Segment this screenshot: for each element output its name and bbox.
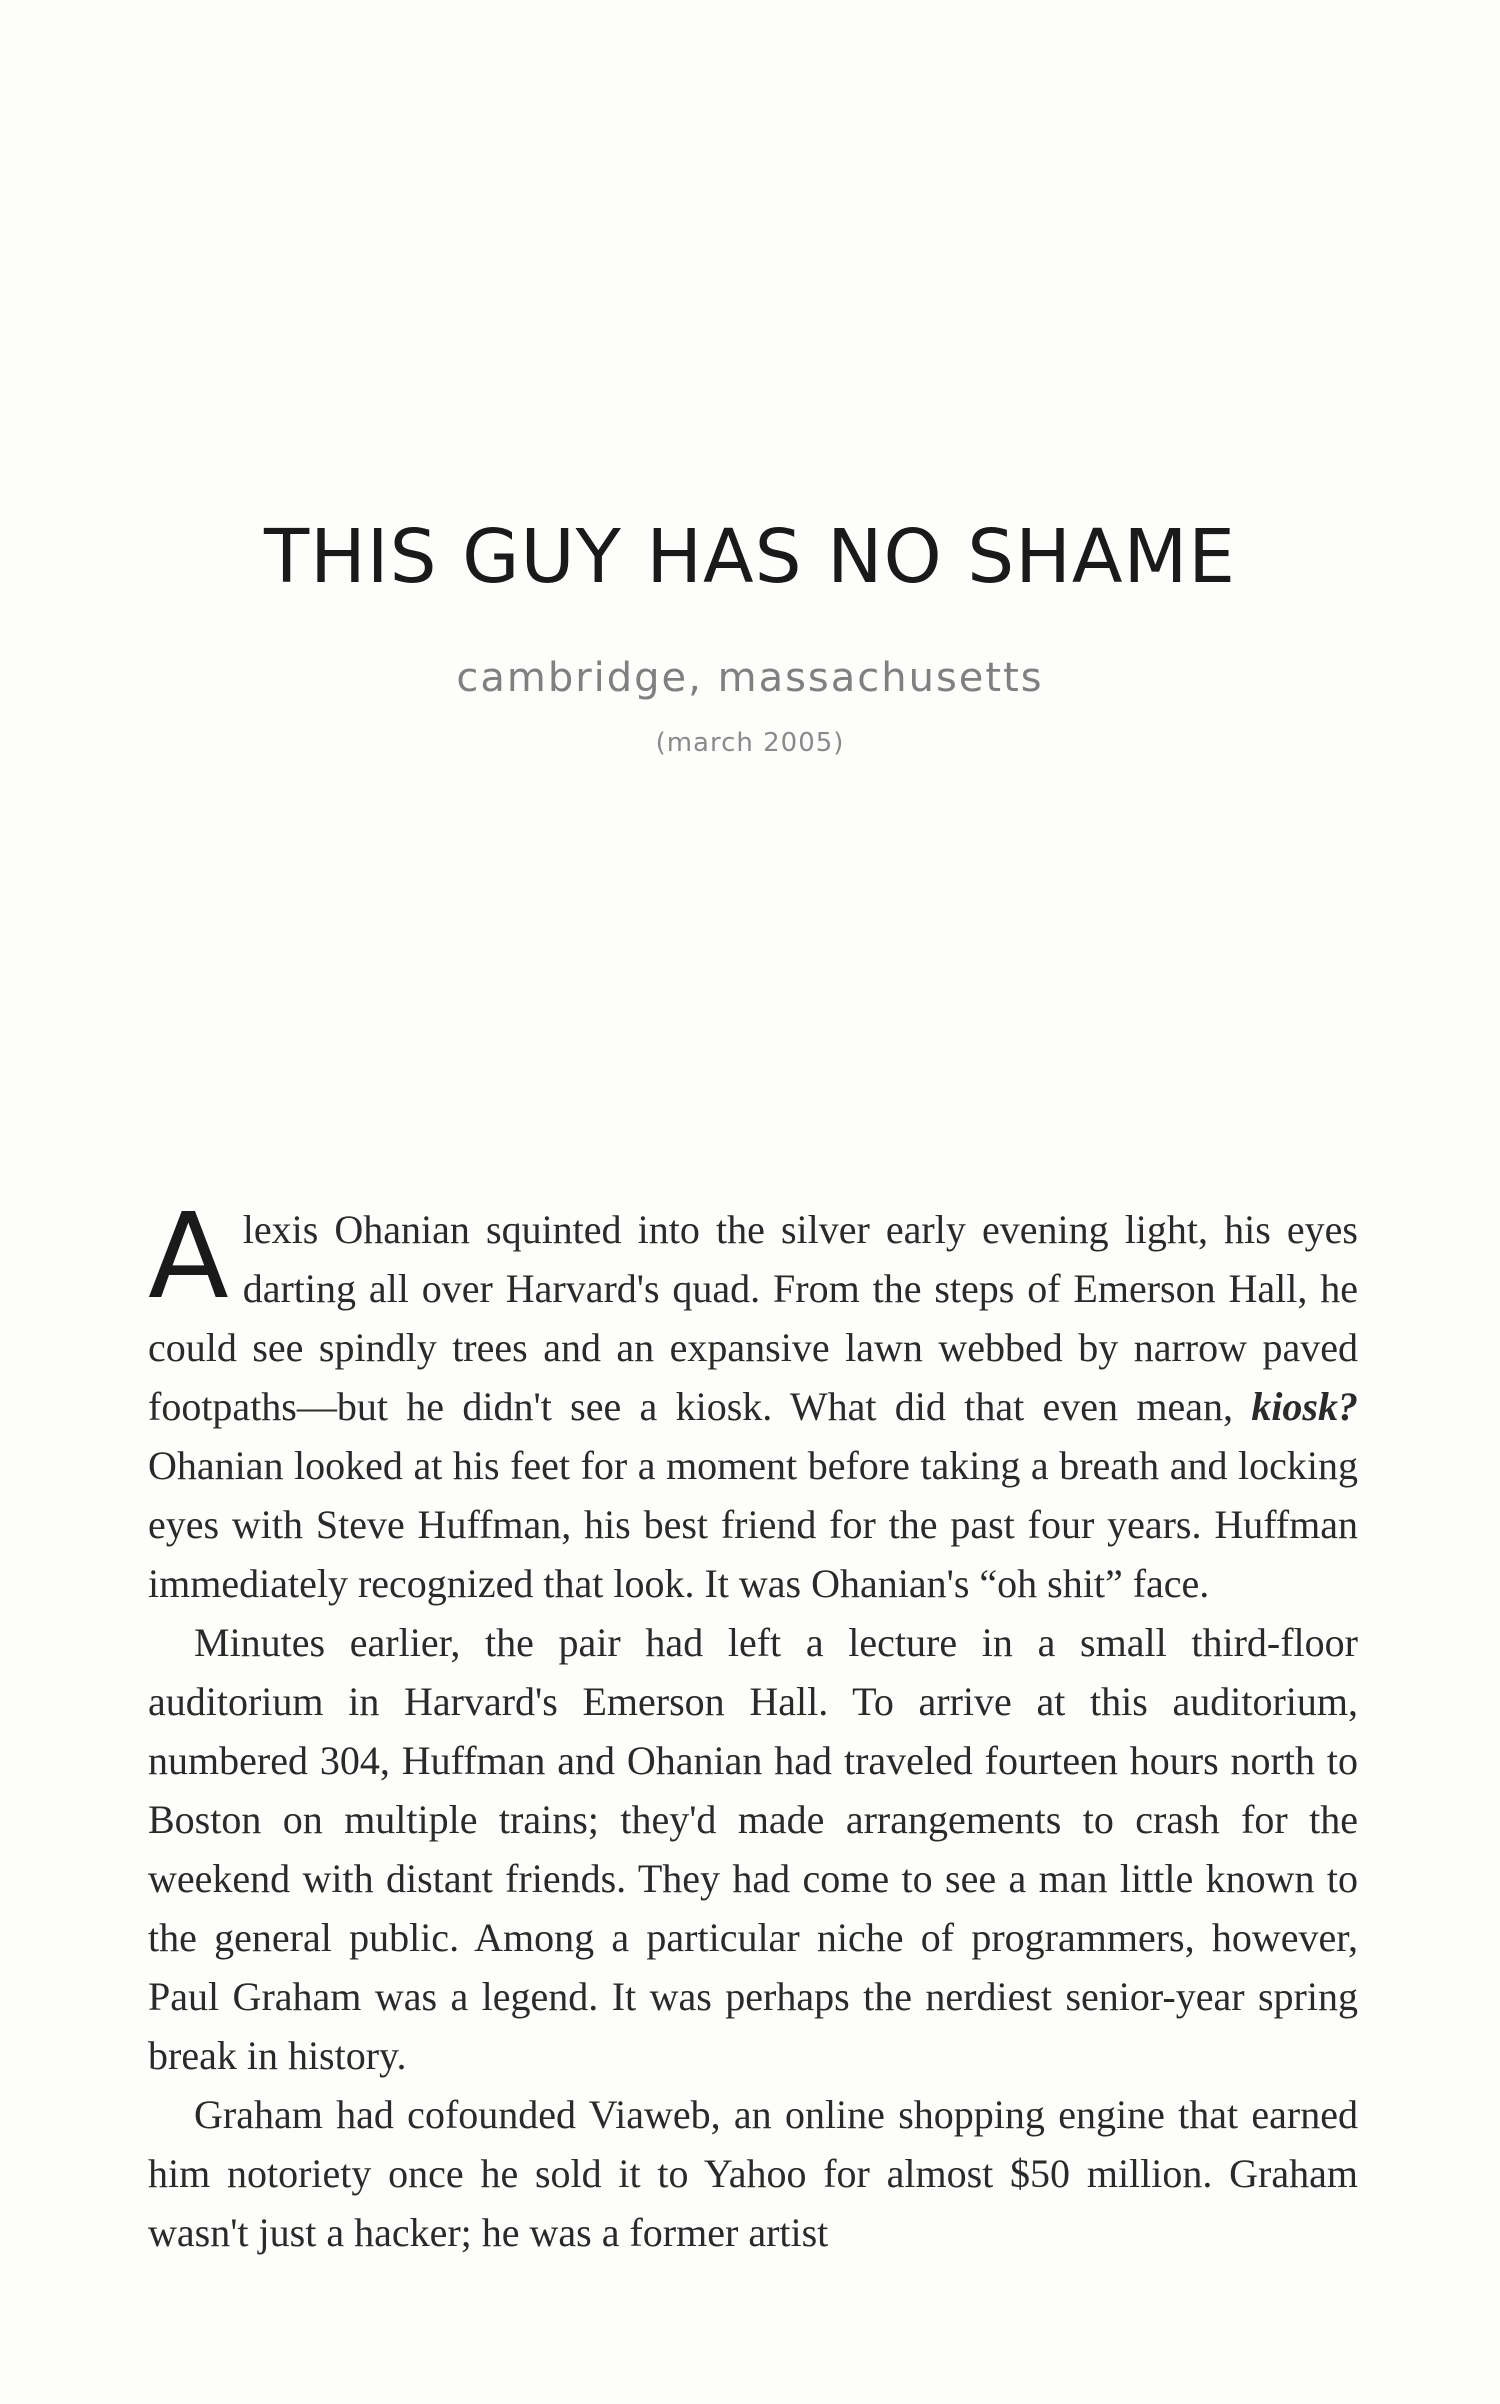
paragraph-3: Graham had cofounded Viaweb, an online shopping engine that earned him notoriety once he sold it to Yahoo for almost $50 million. Graham wasn't just a hacker; he was a former artist — [148, 2092, 1358, 2255]
paragraph-2: Minutes earlier, the pair had left a lecture in a small third-floor auditorium in Harvard's Emerson Hall. To arrive at this auditorium, numbered 304, Huffman and Ohanian had traveled fourteen hours north to Boston on multiple trains; they'd made arrangements to crash for the weekend with distant friends. They had come to see a man little known to the general public. Among a particular niche of programmers, however, Paul Graham was a legend. It was perhaps the nerdiest senior-year spring break in history. — [148, 1620, 1358, 2078]
kiosk-emphasis: kiosk? — [1251, 1384, 1358, 1429]
paragraph-1 — [148, 1187, 1358, 1613]
paragraph-1-text-b: Ohanian looked at his feet for a moment before taking a breath and locking eyes with Steve Huffman, his best friend for the past four years. Huffman immediately recognized that look. It was Ohanian's “oh shit” face. — [148, 1443, 1358, 1606]
paragraph-1-text-a: lexis Ohanian squinted into the silver early evening light, his eyes darting all over Harvard's quad. From the steps of Emerson Hall, he could see spindly trees and an expansive lawn webbed by narrow paved footpaths—but he didn't see a kiosk. What did that even mean, — [148, 1207, 1358, 1429]
chapter-location: cambridge, massachusetts — [456, 655, 1044, 701]
chapter-date: (march 2005) — [655, 728, 845, 758]
chapter-title: THIS GUY HAS NO SHAME — [263, 514, 1237, 600]
body-text — [148, 1187, 1358, 2262]
drop-cap: A — [148, 1187, 229, 1325]
